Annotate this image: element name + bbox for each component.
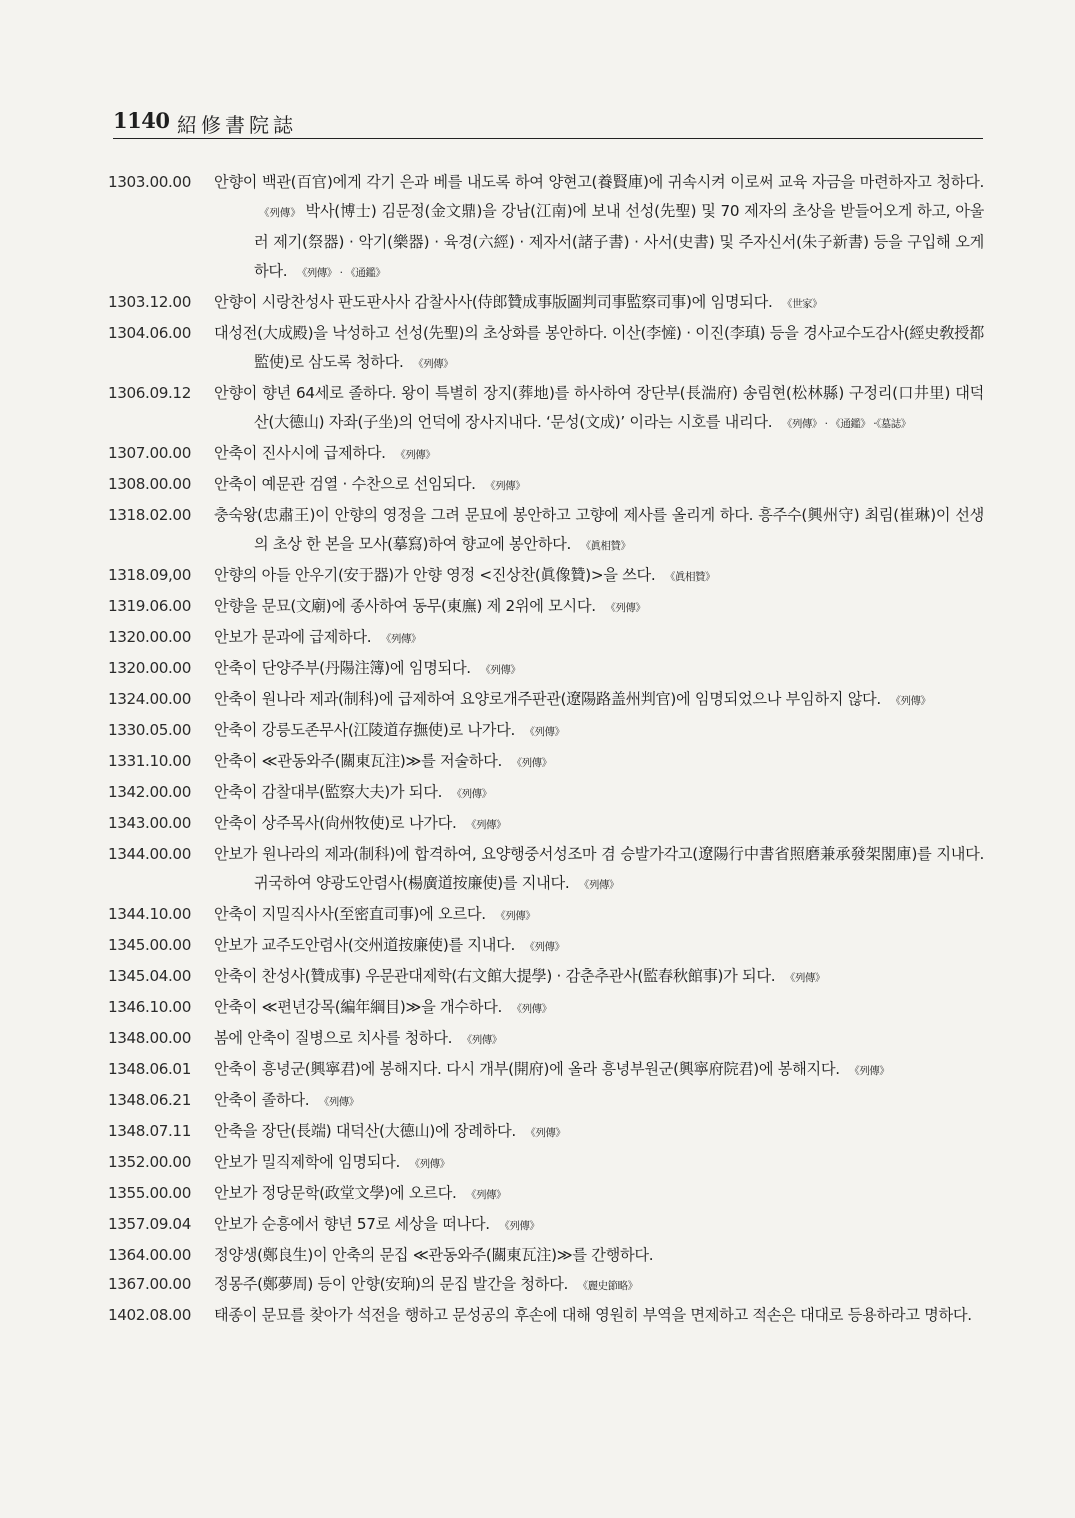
source-citation: 《列傳》 (890, 695, 931, 707)
entry-text-segment: 안보가 순흥에서 향년 57로 세상을 떠나다. (214, 1215, 495, 1233)
entry-date: 1357.09.04 (108, 1215, 191, 1233)
entry-text (214, 685, 984, 716)
entry-text-segment: 봄에 안축이 질병으로 치사를 청하다. (214, 1029, 457, 1047)
chronology-entry (108, 592, 984, 623)
entry-text-segment: 안축이 단양주부(丹陽注簿)에 임명되다. (214, 659, 476, 677)
chronology-entry (108, 962, 984, 993)
chronology-entry (108, 654, 984, 685)
entry-text-segment: 안향의 아들 안우기(安于器)가 안향 영정 <진상찬(眞像贊)>을 쓰다. (214, 566, 660, 584)
source-citation: 《列傳》 (485, 480, 526, 492)
entry-text-segment: 박사(博士) 김문정(金文鼎)을 강남(江南)에 보내 선성(先聖) 및 70 제자의 초상을 받들어오게 하고, 아울러 제기(祭器) · 악기(樂器) · 육경(六經) · 제자서(諸子書) · 사서(史書) 및 주자신서(朱子新書) 등을 구입해 오게 하다. (254, 202, 984, 280)
entry-text-segment: 안축이 흥녕군(興寧君)에 봉해지다. 다시 개부(開府)에 올라 흥녕부원군(興寧府院君)에 봉해지다. (214, 1060, 845, 1078)
entry-date: 1348.07.11 (108, 1122, 191, 1140)
source-citation: 《列傳》 (395, 449, 436, 461)
entry-date: 1308.00.00 (108, 475, 191, 493)
entry-date: 1304.06.00 (108, 324, 191, 342)
source-citation: 《列傳》 (578, 879, 619, 891)
entry-text (214, 716, 984, 747)
source-citation: 《眞相贊》 (580, 540, 631, 552)
chronology-entry (108, 809, 984, 840)
source-citation: 《列傳》 (511, 1003, 552, 1015)
entry-date: 1319.06.00 (108, 597, 191, 615)
entry-text-segment: 안향이 시랑찬성사 판도판사사 감찰사사(侍郎贊成事版圖判司事監察司事)에 임명되다. (214, 293, 778, 311)
entry-text (214, 840, 984, 900)
chronology-entry (108, 379, 984, 439)
source-citation: 《列傳》 (499, 1220, 540, 1232)
entry-text (214, 1301, 984, 1330)
chronology-entry (108, 1086, 984, 1117)
chronology-entry (108, 1148, 984, 1179)
entry-text (214, 379, 984, 439)
chronology-entry (108, 288, 984, 319)
entry-date: 1355.00.00 (108, 1184, 191, 1202)
chronology-entry (108, 1241, 984, 1270)
source-citation: 《列傳》 (259, 207, 301, 219)
entry-text-segment: 안보가 원나라의 제과(制科)에 합격하여, 요양행중서성조마 겸 승발가각고(遼陽行中書省照磨兼承發架閣庫)를 지내다. 귀국하여 양광도안렴사(楊廣道按廉使)를 지내다. (214, 845, 984, 892)
entry-date: 1303.12.00 (108, 293, 191, 311)
entry-date: 1344.00.00 (108, 845, 191, 863)
source-citation: 《世家》 (782, 298, 823, 310)
entry-text (214, 778, 984, 809)
entry-text (214, 654, 984, 685)
entry-text (214, 1179, 984, 1210)
entry-date: 1320.00.00 (108, 628, 191, 646)
source-citation: 《列傳》 (461, 1034, 502, 1046)
entry-text-segment: 안축이 예문관 검열 · 수찬으로 선임되다. (214, 475, 481, 493)
entry-date: 1342.00.00 (108, 783, 191, 801)
chronology-entry (108, 1117, 984, 1148)
chronology-entry (108, 900, 984, 931)
entry-text-segment: 안축이 상주목사(尙州牧使)로 나가다. (214, 814, 461, 832)
entry-text-segment: 안향을 문묘(文廟)에 종사하여 동무(東廡) 제 2위에 모시다. (214, 597, 601, 615)
entry-text-segment: 안축이 강릉도존무사(江陵道存撫使)로 나가다. (214, 721, 520, 739)
source-citation: 《列傳》 (466, 1189, 506, 1201)
entry-text-segment: 안축이 졸하다. (214, 1091, 314, 1109)
chronology-entry (108, 716, 984, 747)
chronology-entry (108, 1301, 984, 1330)
chronology-entry (108, 319, 984, 379)
entry-date: 1306.09.12 (108, 384, 191, 402)
chronology-entry (108, 1055, 984, 1086)
entry-text-segment: 안축이 ≪편년강목(編年綱目)≫을 개수하다. (214, 998, 507, 1016)
entry-date: 1346.10.00 (108, 998, 191, 1016)
entry-text (214, 592, 984, 623)
entry-text (214, 747, 984, 778)
entry-text (214, 931, 984, 962)
source-citation: 《列傳》 (524, 941, 565, 953)
chronology-entry (108, 1270, 984, 1301)
entry-text-segment: 안축이 진사시에 급제하다. (214, 444, 391, 462)
chronology-entry (108, 778, 984, 809)
source-citation: 《列傳》 · 《通鑑》 (296, 267, 386, 279)
entry-date: 1318.02.00 (108, 506, 191, 524)
source-citation: 《列傳》 (524, 726, 565, 738)
entry-text-segment: 안축이 ≪관동와주(關東瓦注)≫를 저술하다. (214, 752, 507, 770)
source-citation: 《列傳》 (380, 633, 421, 645)
entry-date: 1348.06.21 (108, 1091, 191, 1109)
entry-text-segment: 안축이 감찰대부(監察大夫)가 되다. (214, 783, 447, 801)
source-citation: 《列傳》 (318, 1096, 359, 1108)
entry-text (214, 561, 984, 592)
entry-text-segment: 안보가 정당문학(政堂文學)에 오르다. (214, 1184, 461, 1202)
source-citation: 《眞相贊》 (664, 571, 715, 583)
entry-text (214, 1117, 984, 1148)
chronology-entry (108, 623, 984, 654)
entry-text (214, 168, 984, 288)
entry-text (214, 1270, 984, 1301)
entry-text (214, 319, 984, 379)
chronology-entry (108, 747, 984, 778)
entry-text-segment: 안보가 밀직제학에 임명되다. (214, 1153, 405, 1171)
source-citation: 《列傳》 (466, 819, 506, 831)
entry-text (214, 993, 984, 1024)
entry-date: 1343.00.00 (108, 814, 191, 832)
entry-date: 1344.10.00 (108, 905, 191, 923)
entry-date: 1348.06.01 (108, 1060, 191, 1078)
source-citation: 《列傳》 (605, 602, 646, 614)
entry-text (214, 900, 984, 931)
entry-text (214, 288, 984, 319)
source-citation: 《列傳》 (480, 664, 521, 676)
chronology-entry (108, 685, 984, 716)
entry-date: 1348.00.00 (108, 1029, 191, 1047)
entry-date: 1367.00.00 (108, 1275, 191, 1293)
entry-date: 1330.05.00 (108, 721, 191, 739)
chronology-entry (108, 501, 984, 561)
entry-date: 1318.09,00 (108, 566, 191, 584)
running-header (113, 104, 983, 139)
entry-text (214, 1148, 984, 1179)
entry-date: 1331.10.00 (108, 752, 191, 770)
source-citation: 《列傳》 (511, 757, 552, 769)
entry-text-segment: 안축이 지밀직사사(至密直司事)에 오르다. (214, 905, 491, 923)
entry-text (214, 1086, 984, 1117)
entry-text (214, 470, 984, 501)
source-citation: 《列傳》 (784, 972, 825, 984)
entry-date: 1352.00.00 (108, 1153, 191, 1171)
chronology-entry (108, 1179, 984, 1210)
entry-text-segment: 정양생(鄭良生)이 안축의 문집 ≪관동와주(關東瓦注)≫를 간행하다. (214, 1246, 654, 1264)
entry-text-segment: 안향이 향년 64세로 졸하다. 왕이 특별히 장지(葬地)를 하사하여 장단부(長湍府) 송림현(松林縣) 구정리(口井里) 대덕산(大德山) 자좌(子坐)의 언덕에 장사지내다. ‘문성(文成)’ 이라는 시호를 내리다. (214, 384, 984, 431)
source-citation: 《列傳》 (409, 1158, 450, 1170)
source-citation: 《列傳》 · 《通鑑》 ·《墓誌》 (781, 418, 911, 430)
entry-text (214, 439, 984, 470)
source-citation: 《列傳》 (525, 1127, 566, 1139)
chronology-entry (108, 840, 984, 900)
entry-date: 1307.00.00 (108, 444, 191, 462)
entry-date: 1345.00.00 (108, 936, 191, 954)
chronology-entry (108, 1024, 984, 1055)
entry-date: 1320.00.00 (108, 659, 191, 677)
entry-text-segment: 안축을 장단(長端) 대덕산(大德山)에 장례하다. (214, 1122, 521, 1140)
chronology-entry (108, 561, 984, 592)
page-number: 1140 (113, 108, 170, 133)
entry-date: 1303.00.00 (108, 173, 191, 191)
entry-text (214, 501, 984, 561)
entry-text (214, 1024, 984, 1055)
entry-date: 1345.04.00 (108, 967, 191, 985)
chronology-entry (108, 1210, 984, 1241)
chronology-entry (108, 470, 984, 501)
entry-text-segment: 정몽주(鄭夢周) 등이 안향(安珦)의 문집 발간을 청하다. (214, 1275, 573, 1293)
book-title: 紹修書院誌 (177, 113, 297, 137)
entry-text-segment: 안축이 찬성사(贊成事) 우문관대제학(右文館大提學) · 감춘추관사(監春秋館事)가 되다. (214, 967, 780, 985)
entry-text (214, 1241, 984, 1270)
chronology-entry (108, 931, 984, 962)
entry-text (214, 623, 984, 654)
entry-date: 1402.08.00 (108, 1306, 191, 1324)
entry-text (214, 962, 984, 993)
entry-text-segment: 충숙왕(忠肅王)이 안향의 영정을 그려 문묘에 봉안하고 고향에 제사를 올리게 하다. 흥주수(興州守) 최림(崔琳)이 선생의 초상 한 본을 모사(摹寫)하여 향교에 봉안하다. (214, 506, 984, 553)
source-citation: 《列傳》 (451, 788, 492, 800)
source-citation: 《列傳》 (413, 358, 454, 370)
entry-text (214, 1210, 984, 1241)
chronology-entry (108, 993, 984, 1024)
source-citation: 《麗史節略》 (577, 1280, 638, 1292)
source-citation: 《列傳》 (849, 1065, 890, 1077)
entry-text-segment: 안보가 교주도안렴사(交州道按廉使)를 지내다. (214, 936, 520, 954)
entry-date: 1324.00.00 (108, 690, 191, 708)
entry-text-segment: 안향이 백관(百官)에게 각기 은과 베를 내도록 하여 양현고(養賢庫)에 귀속시켜 이로써 교육 자금을 마련하자고 청하다. (214, 173, 984, 191)
entry-date: 1364.00.00 (108, 1246, 191, 1264)
entry-text-segment: 안보가 문과에 급제하다. (214, 628, 376, 646)
chronology-list (108, 168, 984, 1330)
source-citation: 《列傳》 (495, 910, 536, 922)
entry-text-segment: 대성전(大成殿)을 낙성하고 선성(先聖)의 초상화를 봉안하다. 이산(李㦃) · 이진(李瑱) 등을 경사교수도감사(經史敎授都監使)로 삼도록 청하다. (214, 324, 984, 371)
chronology-entry (108, 168, 984, 288)
entry-text-segment: 태종이 문묘를 찾아가 석전을 행하고 문성공의 후손에 대해 영원히 부역을 면제하고 적손은 대대로 등용하라고 명하다. (214, 1306, 972, 1324)
chronology-entry (108, 439, 984, 470)
entry-text (214, 809, 984, 840)
entry-text (214, 1055, 984, 1086)
entry-text-segment: 안축이 원나라 제과(制科)에 급제하여 요양로개주판관(遼陽路盖州判官)에 임명되었으나 부임하지 않다. (214, 690, 886, 708)
